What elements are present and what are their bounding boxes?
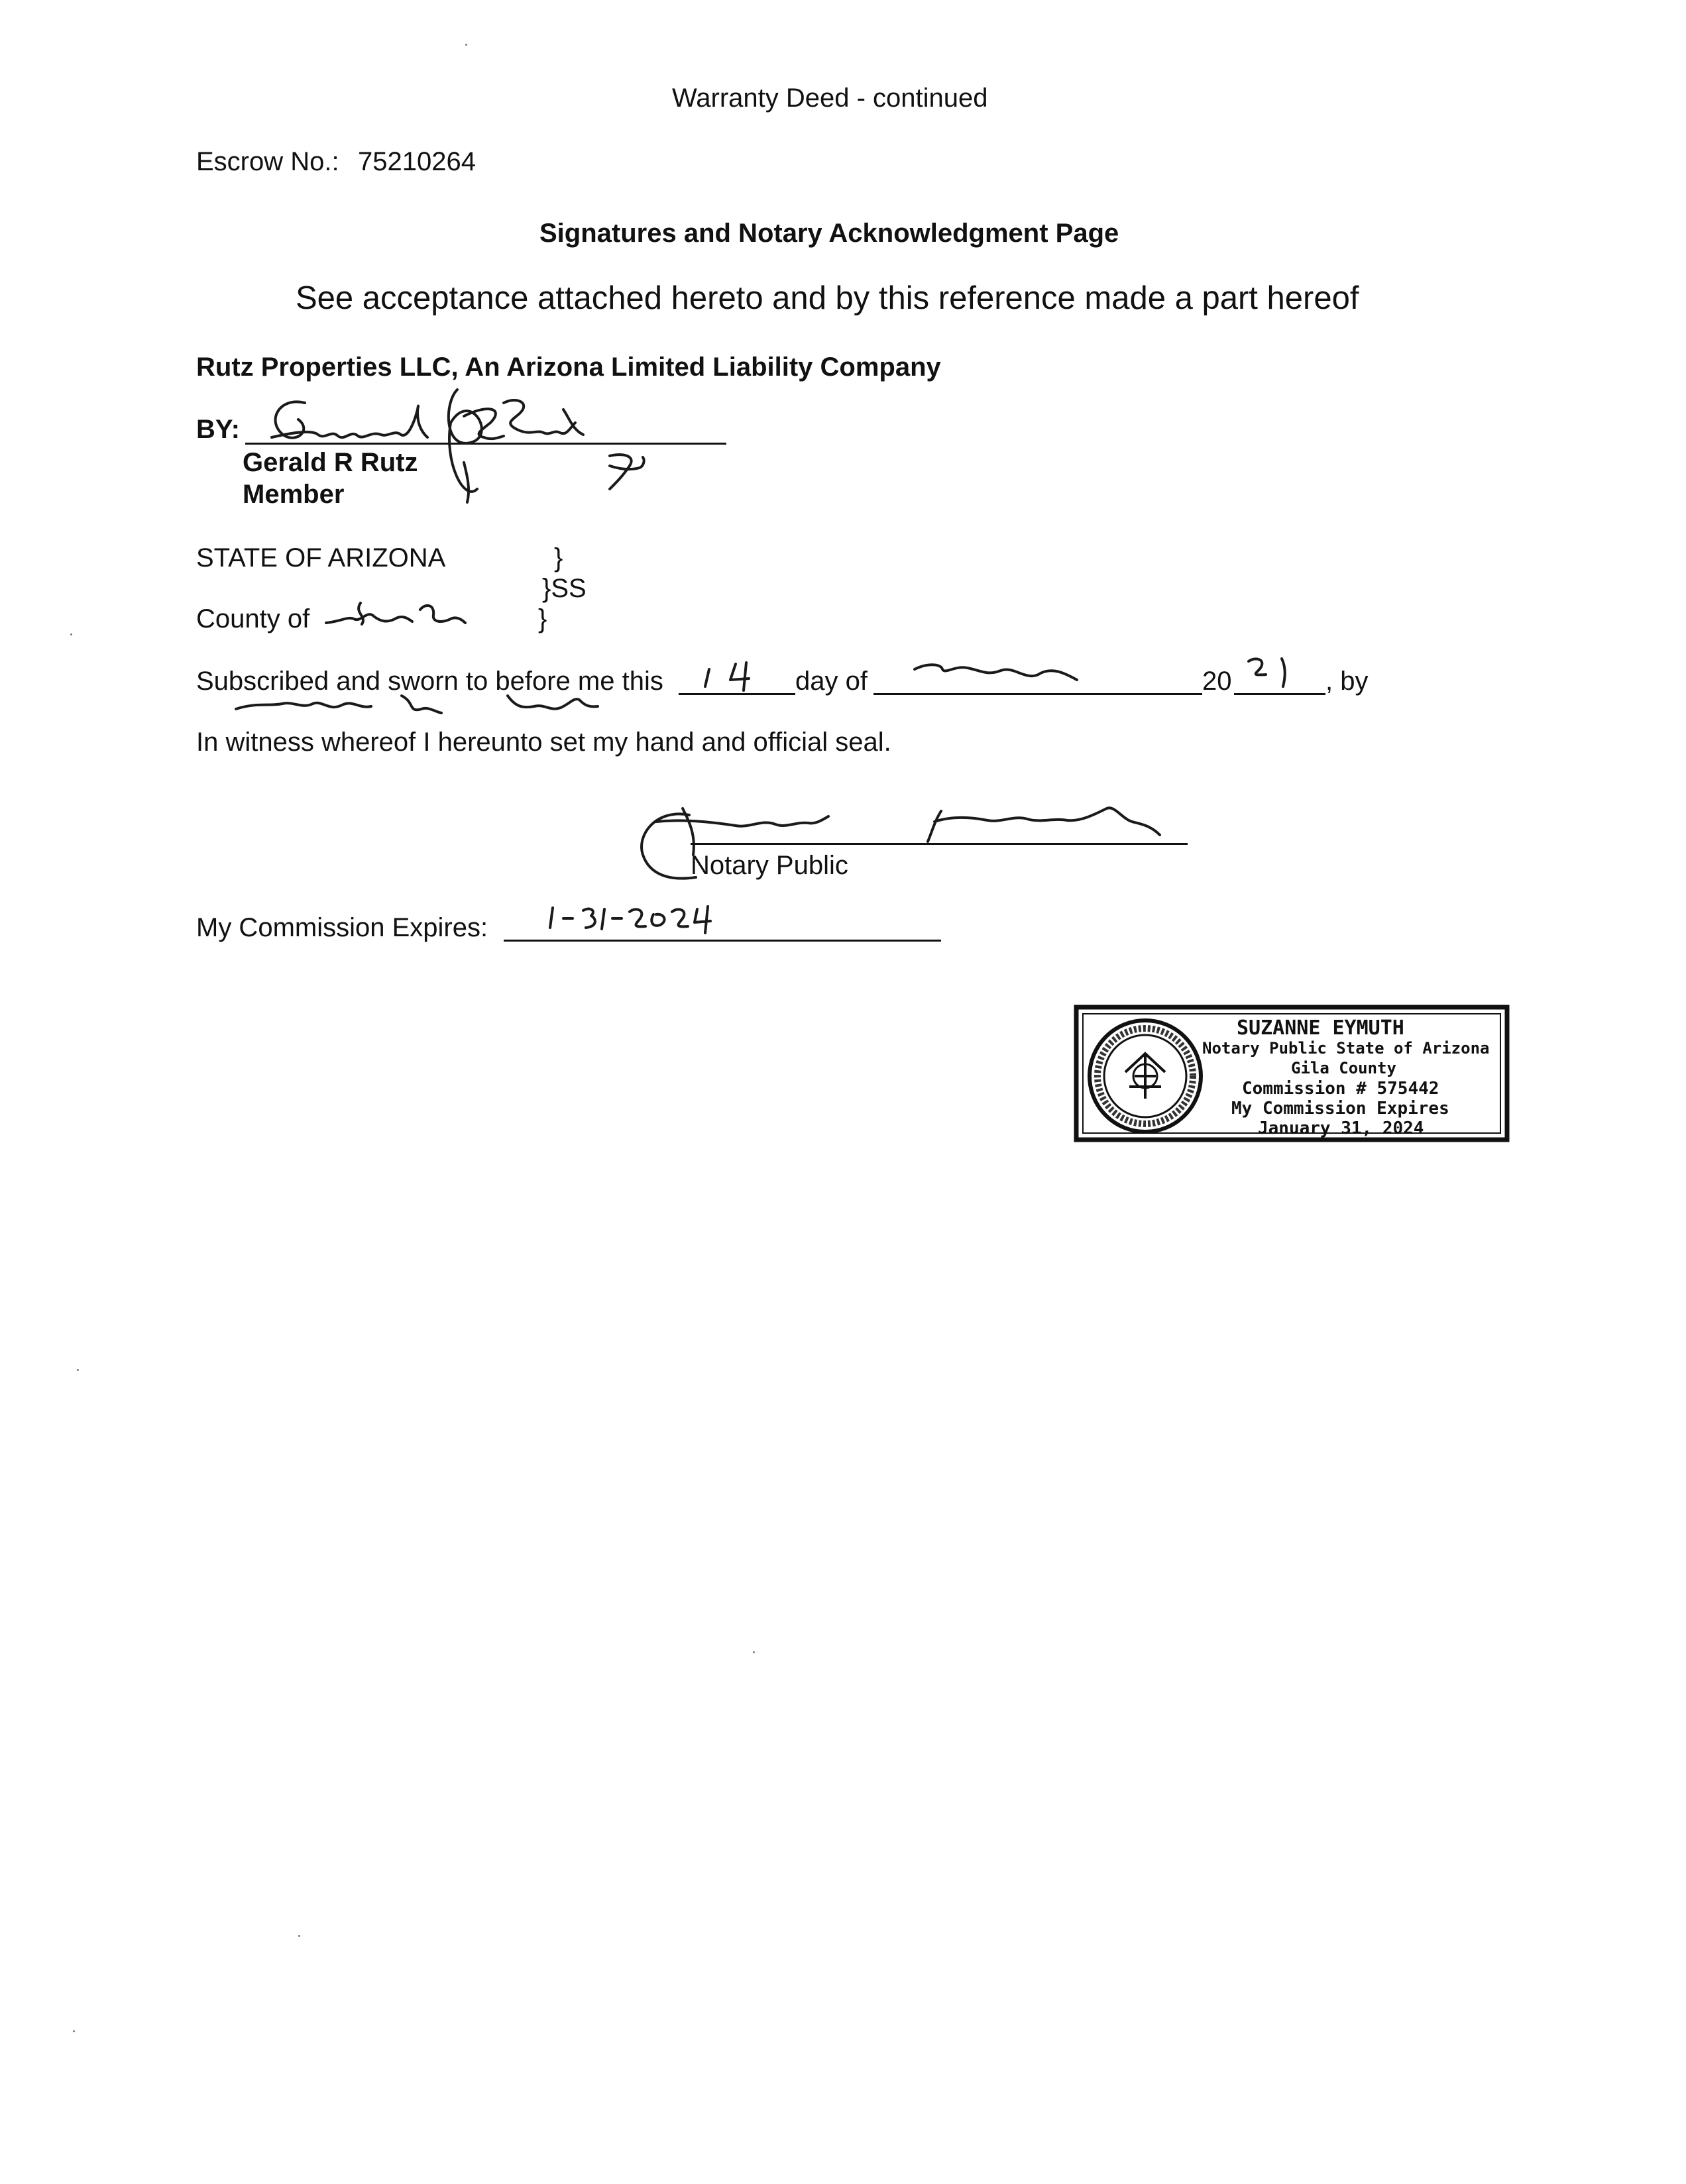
escrow-label: Escrow No.: [196,147,339,176]
scan-speck [73,2030,75,2032]
year-line [1234,693,1325,695]
company-name: Rutz Properties LLC, An Arizona Limited Liability Company [196,353,941,382]
brace-bottom: } [538,604,547,633]
scan-speck [70,633,72,635]
scan-speck [753,1651,755,1653]
by-suffix: , by [1325,667,1369,696]
subscriber-handwriting [229,689,627,729]
stamp-line-3: Gila County [1291,1059,1396,1077]
day-of-label: day of [795,667,868,696]
grantor-signature [252,383,676,509]
county-handwriting [321,596,473,636]
notary-line [691,843,1188,845]
scan-speck [465,44,467,46]
document-title: Warranty Deed - continued [672,83,988,113]
brace-top: } [554,543,563,573]
subscribed-text: Subscribed and sworn to before me this [196,667,663,696]
scan-speck [298,1935,300,1937]
scan-speck [77,1369,79,1371]
state-seal-icon [1082,1012,1214,1145]
section-heading: Signatures and Notary Acknowledgment Page [539,219,1119,248]
acceptance-note: See acceptance attached hereto and by this reference made a part hereof [296,280,1359,316]
by-label: BY: [196,415,240,444]
notary-stamp [1072,1001,1515,1152]
day-handwriting [683,656,802,696]
ss-label: }SS [542,574,587,603]
commission-label: My Commission Expires: [196,913,488,942]
state-label: STATE OF ARIZONA [196,543,446,573]
commission-date-handwriting [543,901,756,941]
witness-text: In witness whereof I hereunto set my hand and official seal. [196,728,891,757]
month-handwriting [908,656,1087,696]
signatory-name: Gerald R Rutz [243,448,418,477]
county-label: County of [196,604,310,633]
stamp-line-6: January 31, 2024 [1258,1119,1424,1138]
stamp-line-2: Notary Public State of Arizona [1202,1039,1490,1058]
stamp-line-5: My Commission Expires [1231,1099,1449,1119]
year-prefix: 20 [1202,667,1232,696]
notary-label: Notary Public [691,851,848,880]
escrow-number: 75210264 [358,147,476,176]
signatory-title: Member [243,480,345,509]
stamp-name: SUZANNE EYMUTH [1237,1016,1404,1040]
year-handwriting [1237,653,1316,693]
stamp-line-4: Commission # 575442 [1242,1079,1439,1099]
